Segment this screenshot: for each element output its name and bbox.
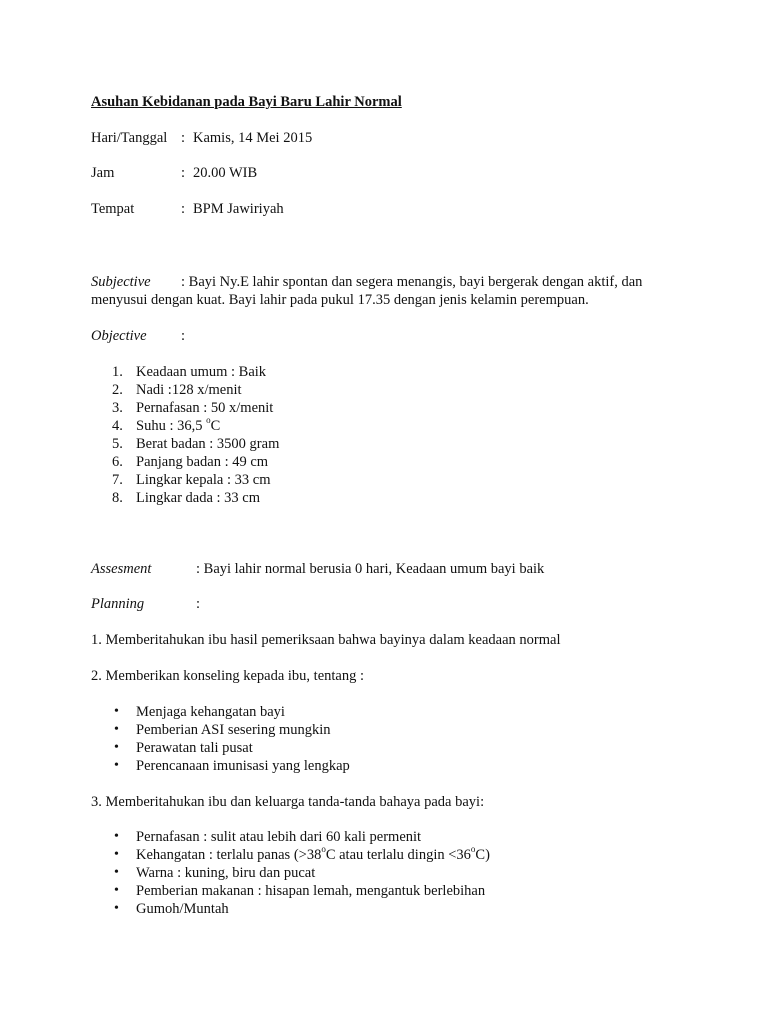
list-number: 6. [112, 454, 123, 470]
list-number: 1. [112, 364, 123, 380]
list-number: 7. [112, 472, 123, 488]
degree-sup: o [206, 415, 211, 426]
bullet: • [114, 740, 119, 755]
meta-colon: : [181, 165, 186, 181]
list-number: 5. [112, 436, 123, 452]
list-number: 8. [112, 490, 123, 506]
bullet: • [114, 847, 119, 862]
list-text: Gumoh/Muntah [136, 901, 229, 917]
list-text: Pemberian makanan : hisapan lemah, mengantuk berlebihan [136, 883, 486, 899]
objective-label: Objective [91, 328, 147, 344]
objective-colon: : [181, 328, 186, 344]
meta-value: 20.00 WIB [193, 165, 258, 181]
bullet: • [114, 829, 119, 844]
temp-text: Kehangatan : terlalu panas (>38 [136, 847, 322, 863]
planning-step-2: 2. Memberikan konseling kepada ibu, tentang : [91, 668, 365, 684]
subjective-section [91, 273, 681, 309]
meta-colon: : [181, 201, 186, 217]
list-text: Menjaga kehangatan bayi [136, 704, 285, 720]
planning-step-1: 1. Memberitahukan ibu hasil pemeriksaan bahwa bayinya dalam keadaan normal [91, 632, 561, 648]
list-text: Perawatan tali pusat [136, 740, 253, 756]
list-text: Lingkar dada : 33 cm [136, 490, 261, 506]
meta-colon: : [181, 130, 186, 146]
subjective-text-line1: : Bayi Ny.E lahir spontan dan segera menangis, bayi bergerak dengan aktif, dan [181, 274, 643, 290]
meta-label: Hari/Tanggal [91, 130, 168, 146]
planning-colon: : [196, 596, 201, 612]
subjective-text-line2: menyusui dengan kuat. Bayi lahir pada pukul 17.35 dengan jenis kelamin perempuan. [91, 292, 589, 308]
list-text: Pernafasan : sulit atau lebih dari 60 kali permenit [136, 829, 422, 845]
bullet: • [114, 865, 119, 880]
temp-text: C) [475, 847, 490, 863]
temp-text: C atau terlalu dingin <36 [325, 847, 471, 863]
assessment-section [91, 560, 681, 578]
list-text: Lingkar kepala : 33 cm [136, 472, 271, 488]
bullet: • [114, 758, 119, 773]
planning-heading [91, 595, 681, 613]
bullet: • [114, 883, 119, 898]
degree-sup: o [321, 844, 326, 855]
list-text: Pernafasan : 50 x/menit [136, 400, 274, 416]
list-number: 3. [112, 400, 123, 416]
bullet: • [114, 722, 119, 737]
meta-label: Jam [91, 165, 115, 181]
meta-value: BPM Jawiriyah [193, 201, 284, 217]
meta-label: Tempat [91, 201, 135, 217]
list-text: Keadaan umum : Baik [136, 364, 267, 380]
list-text: Berat badan : 3500 gram [136, 436, 280, 452]
list-text: Nadi :128 x/menit [136, 382, 242, 398]
list-text: Pemberian ASI sesering mungkin [136, 722, 331, 738]
list-text: Panjang badan : 49 cm [136, 454, 269, 470]
objective-heading [91, 327, 681, 345]
list-text [136, 846, 490, 864]
list-text: Warna : kuning, biru dan pucat [136, 865, 316, 881]
meta-value: Kamis, 14 Mei 2015 [193, 130, 313, 146]
subjective-label: Subjective [91, 274, 151, 290]
bullet: • [114, 901, 119, 916]
list-number: 2. [112, 382, 123, 398]
planning-step-3: 3. Memberitahukan ibu dan keluarga tanda-tanda bahaya pada bayi: [91, 794, 485, 810]
assessment-label: Assesment [91, 561, 152, 577]
list-text [136, 417, 220, 435]
degree-sup: o [470, 844, 476, 855]
bullet: • [114, 704, 119, 719]
planning-label: Planning [91, 596, 145, 612]
assessment-text: : Bayi lahir normal berusia 0 hari, Keadaan umum bayi baik [196, 561, 545, 577]
list-text: Perencanaan imunisasi yang lengkap [136, 758, 350, 774]
document-title: Asuhan Kebidanan pada Bayi Baru Lahir Normal [91, 94, 402, 110]
list-number: 4. [112, 418, 123, 434]
temp-unit: C [210, 418, 221, 434]
temp-text: Suhu : 36,5 [136, 418, 207, 434]
